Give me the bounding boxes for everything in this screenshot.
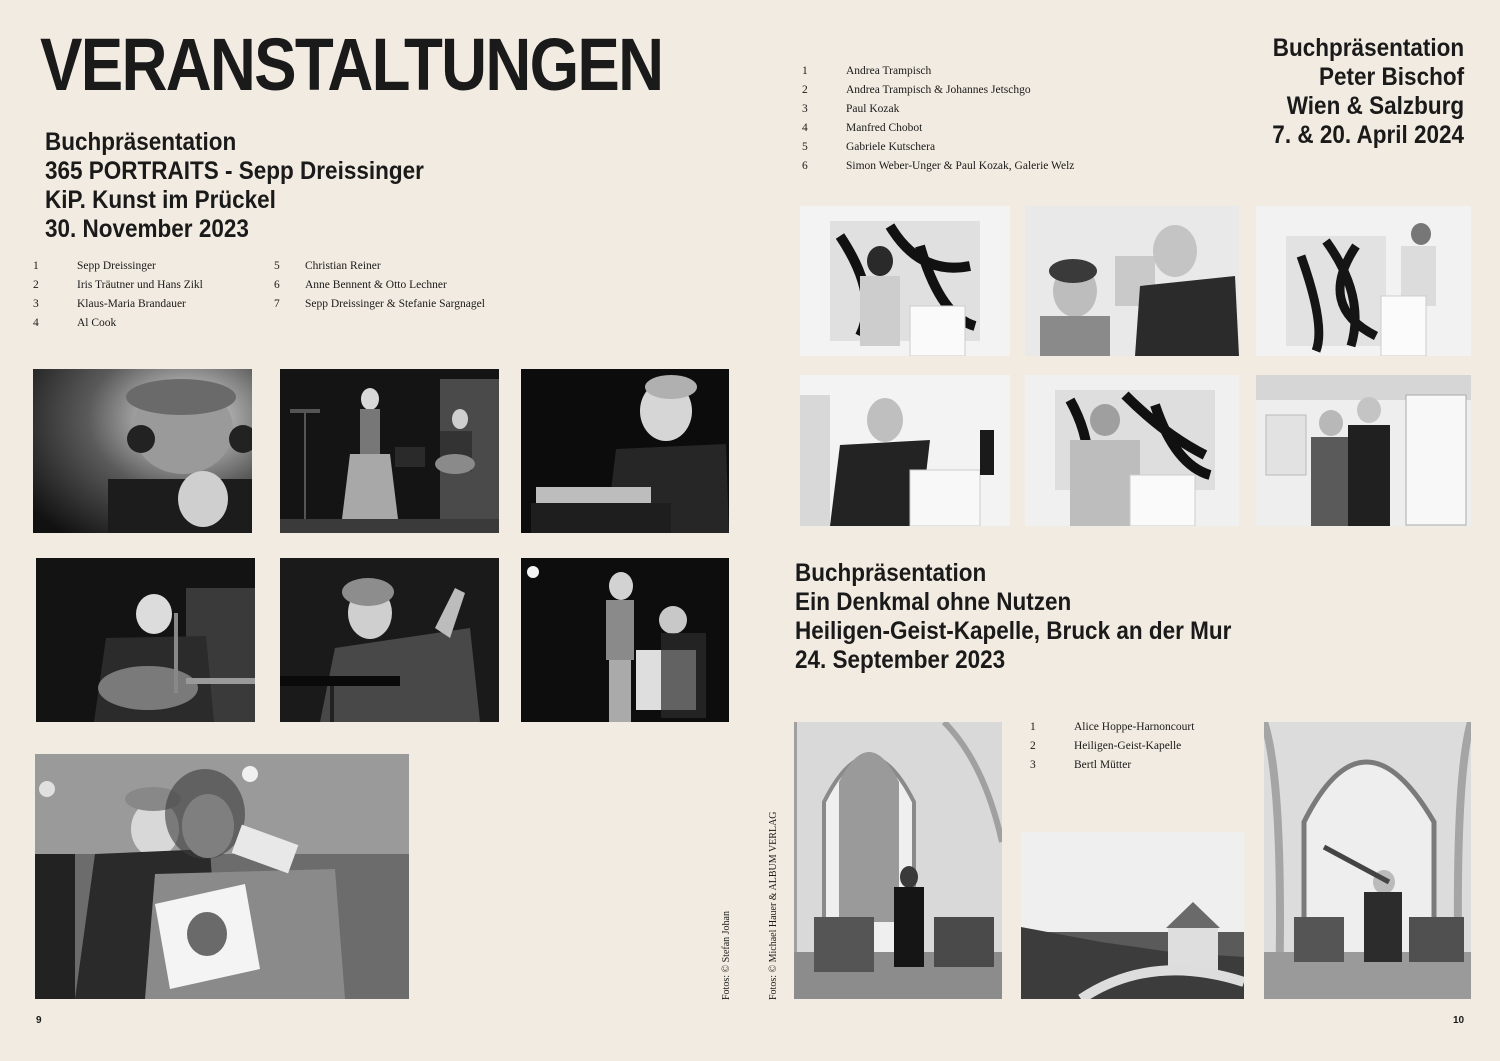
event2-line: Wien & Salzburg [1286, 92, 1464, 120]
caption-row: 4 Manfred Chobot [802, 122, 923, 134]
caption-row: 3 Klaus-Maria Brandauer [33, 298, 186, 310]
photo-al-cook [36, 558, 255, 722]
event3-caption-list [1030, 718, 1194, 775]
photo-manfred-chobot [800, 375, 1010, 526]
photo-anne-bennent-otto-lechner [521, 558, 729, 722]
page-number-left: 9 [36, 1015, 42, 1026]
caption-row: 3 Bertl Mütter [1030, 759, 1132, 771]
event1-caption-list-col1 [33, 257, 203, 333]
event2-heading [1272, 34, 1464, 150]
event3-line: Buchpräsentation [795, 559, 987, 587]
event2-line: Peter Bischof [1318, 63, 1464, 91]
photo-bertl-muetter [1264, 722, 1471, 999]
caption-row: 1 Sepp Dreissinger [33, 260, 156, 272]
caption-row: 2 Heiligen-Geist-Kapelle [1030, 740, 1182, 752]
photo-andrea-trampisch-johannes-jetschgo [1025, 206, 1239, 356]
event1-caption-list-col2 [274, 257, 485, 314]
caption-row: 2 Andrea Trampisch & Johannes Jetschgo [802, 84, 1031, 96]
event2-caption-list [802, 62, 1074, 176]
photo-sepp-dreissinger-stefanie-sargnagel [35, 754, 409, 999]
photo-heiligen-geist-kapelle [1021, 832, 1244, 999]
photo-iris-traeutner-hans-zikl [280, 369, 499, 533]
photo-christian-reiner [280, 558, 499, 722]
event1-line: KiP. Kunst im Prückel [45, 186, 276, 214]
event3-line: Heiligen-Geist-Kapelle, Bruck an der Mur [795, 617, 1232, 645]
event3-line: 24. September 2023 [795, 646, 1006, 674]
page-title: VERANSTALTUNGEN [40, 23, 663, 106]
caption-row: 3 Paul Kozak [802, 103, 900, 115]
caption-row: 1 Andrea Trampisch [802, 65, 932, 77]
caption-row: 6 Simon Weber-Unger & Paul Kozak, Galerie Welz [802, 160, 1075, 172]
photo-sepp-dreissinger [33, 369, 252, 533]
event2-line: 7. & 20. April 2024 [1272, 121, 1464, 149]
photo-credit-left: Fotos: © Stefan Johan [721, 911, 732, 1000]
photo-paul-kozak [1256, 206, 1471, 356]
event1-line: 365 PORTRAITS - Sepp Dreissinger [45, 157, 424, 185]
photo-alice-hoppe-harnoncourt [794, 722, 1002, 999]
photo-credit-right: Fotos: © Michael Hauer & ALBUM VERLAG [768, 811, 779, 1000]
caption-row: 2 Iris Träutner und Hans Zikl [33, 279, 203, 291]
caption-row: 5 Christian Reiner [274, 260, 381, 272]
photo-andrea-trampisch [800, 206, 1010, 356]
caption-row: 6 Anne Bennent & Otto Lechner [274, 279, 447, 291]
photo-simon-weber-unger-paul-kozak [1256, 375, 1471, 526]
event2-line: Buchpräsentation [1272, 34, 1464, 62]
event3-heading [795, 559, 1231, 675]
caption-row: 5 Gabriele Kutschera [802, 141, 936, 153]
event1-heading [45, 128, 424, 244]
photo-klaus-maria-brandauer [521, 369, 729, 533]
page-number-right: 10 [1453, 1015, 1465, 1026]
caption-row: 7 Sepp Dreissinger & Stefanie Sargnagel [274, 298, 485, 310]
photo-gabriele-kutschera [1025, 375, 1239, 526]
caption-row: 1 Alice Hoppe-Harnoncourt [1030, 721, 1195, 733]
event1-line: Buchpräsentation [45, 128, 237, 156]
event1-line: 30. November 2023 [45, 215, 249, 243]
caption-row: 4 Al Cook [33, 317, 117, 329]
event3-line: Ein Denkmal ohne Nutzen [795, 588, 1072, 616]
